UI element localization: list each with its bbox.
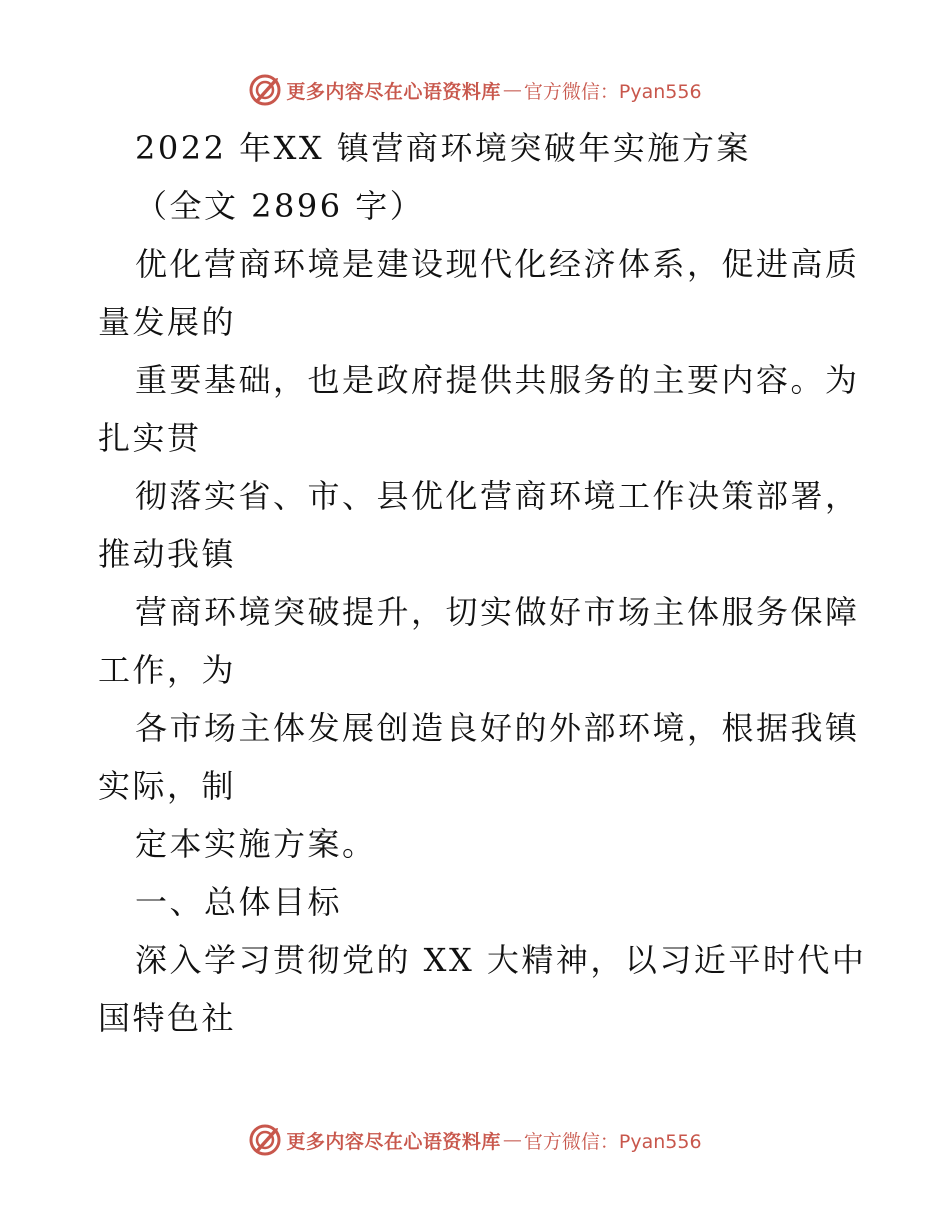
watermark-separator: — [502, 79, 522, 101]
document-body [98, 119, 867, 1047]
paragraph-line: 扎实贯 [98, 419, 202, 457]
watermark-footer [0, 1120, 950, 1160]
watermark-contact: 官方微信：Pyan556 [523, 80, 702, 103]
section-heading: 一、总体目标 [135, 883, 343, 921]
brand-logo-icon [248, 73, 282, 107]
paragraph-line: 优化营商环境是建设现代化经济体系，促进高质 [135, 245, 860, 283]
word-count: （全文 2896 字） [135, 187, 425, 225]
watermark-brand: 更多内容尽在心语资料库 [286, 1130, 501, 1153]
paragraph-line: 实际，制 [98, 767, 237, 805]
paragraph-line: 工作，为 [98, 651, 237, 689]
paragraph-line: 定本实施方案。 [135, 825, 377, 863]
paragraph-line: 国特色社 [98, 999, 237, 1037]
paragraph-line: 量发展的 [98, 303, 237, 341]
paragraph-line: 彻落实省、市、县优化营商环境工作决策部署， [135, 477, 860, 515]
paragraph-line: 各市场主体发展创造良好的外部环境，根据我镇 [135, 709, 860, 747]
paragraph-line: 推动我镇 [98, 535, 237, 573]
watermark-separator: — [502, 1129, 522, 1151]
brand-logo-icon [248, 1123, 282, 1157]
paragraph-line: 深入学习贯彻党的 XX 大精神，以习近平时代中 [135, 941, 867, 979]
watermark-brand: 更多内容尽在心语资料库 [286, 80, 501, 103]
paragraph-line: 营商环境突破提升，切实做好市场主体服务保障 [135, 593, 860, 631]
watermark-contact: 官方微信：Pyan556 [523, 1130, 702, 1153]
watermark-header [0, 70, 950, 110]
paragraph-line: 重要基础，也是政府提供共服务的主要内容。为 [135, 361, 860, 399]
document-title: 2022 年XX 镇营商环境突破年实施方案 [135, 129, 751, 167]
